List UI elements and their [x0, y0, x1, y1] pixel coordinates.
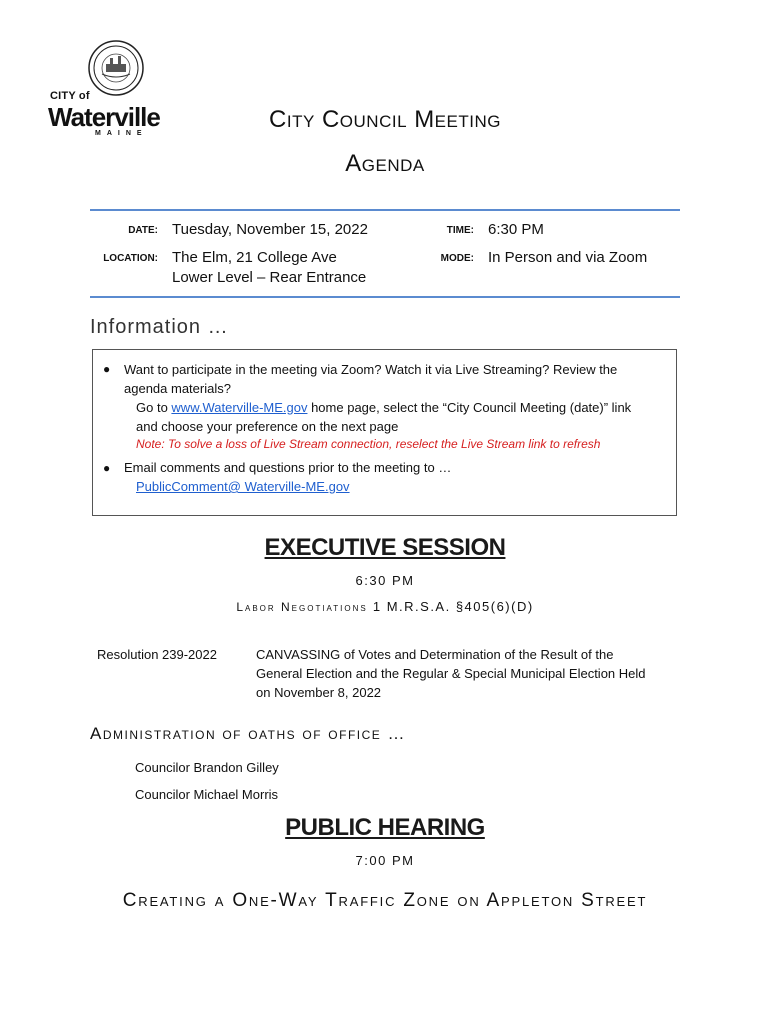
city-seal-icon	[80, 40, 152, 101]
labor-negotiations-ref: 1 M.R.S.A. §405(6)(D)	[367, 599, 534, 614]
resolution-line1: CANVASSING of Votes and Determination of the Result of the	[256, 647, 614, 662]
date-value: Tuesday, November 15, 2022	[172, 221, 368, 238]
date-label: DATE:	[128, 225, 158, 236]
page-subtitle: Agenda	[345, 150, 425, 177]
zoom-question-cont: agenda materials?	[124, 381, 231, 396]
website-link[interactable]: www.Waterville-ME.gov	[171, 400, 308, 415]
information-heading: Information …	[90, 316, 229, 338]
bullet-icon: ●	[103, 362, 111, 376]
councilor-gilley: Councilor Brandon Gilley	[135, 760, 279, 775]
time-value: 6:30 PM	[488, 221, 544, 238]
resolution-line3: on November 8, 2022	[256, 685, 382, 700]
live-stream-note: Note: To solve a loss of Live Stream connection, reselect the Live Stream link to refresh	[136, 437, 601, 451]
logo-waterville: Waterville	[48, 102, 160, 132]
resolution-number: Resolution 239-2022	[97, 647, 217, 662]
goto-line	[136, 398, 631, 417]
resolution-line2: General Election and the Regular & Special Municipal Election Held	[256, 666, 646, 681]
executive-session-heading: EXECUTIVE SESSION	[264, 534, 506, 561]
top-divider	[90, 209, 680, 211]
bullet-icon: ●	[103, 461, 111, 475]
information-box	[92, 349, 677, 516]
zoom-question: Want to participate in the meeting via Zoom? Watch it via Live Streaming? Review the	[124, 362, 618, 377]
mode-value: In Person and via Zoom	[488, 249, 648, 266]
councilor-morris: Councilor Michael Morris	[135, 787, 279, 802]
email-instructions: Email comments and questions prior to the meeting to …	[124, 460, 452, 475]
executive-session-time: 6:30 PM	[355, 573, 415, 588]
goto-suffix: home page, select the “City Council Meeting (date)” link	[307, 400, 632, 415]
time-label: TIME:	[446, 225, 474, 236]
oaths-heading: Administration of oaths of office …	[90, 724, 407, 743]
labor-negotiations-title: Labor Negotiations	[236, 600, 368, 614]
bottom-divider	[90, 296, 680, 298]
location-label: LOCATION:	[103, 253, 158, 264]
public-hearing-heading: PUBLIC HEARING	[285, 814, 485, 841]
email-link[interactable]: PublicComment@ Waterville-ME.gov	[136, 479, 350, 494]
goto-line2: and choose your preference on the next page	[136, 419, 399, 434]
logo-city-of: CITY of	[50, 90, 90, 102]
page-title: City Council Meeting	[269, 106, 501, 133]
public-hearing-time: 7:00 PM	[355, 853, 415, 868]
mode-label: MODE:	[440, 253, 474, 264]
goto-prefix: Go to	[136, 400, 172, 415]
logo-maine: MAINE	[95, 130, 148, 137]
labor-negotiations	[0, 599, 770, 614]
location-line1: The Elm, 21 College Ave	[172, 249, 337, 266]
public-hearing-item: Creating a One-Way Traffic Zone on Appleton Street	[122, 890, 648, 911]
location-line2: Lower Level – Rear Entrance	[172, 269, 367, 286]
